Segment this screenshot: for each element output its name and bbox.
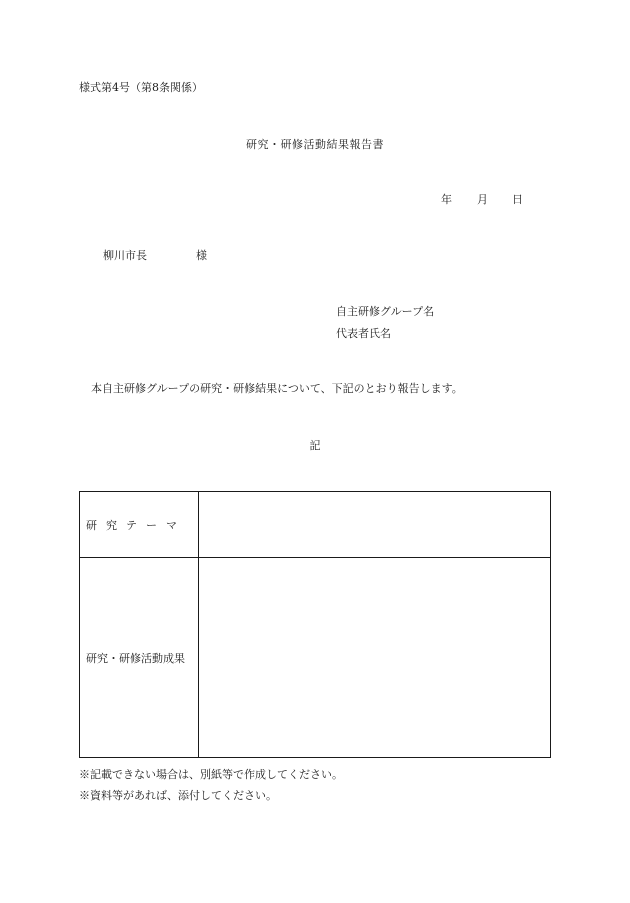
report-table: [79, 491, 551, 758]
note-item: ※資料等があれば、添付してください。: [79, 789, 277, 802]
date-year-label: 年: [441, 193, 452, 206]
results-value-cell[interactable]: [199, 558, 550, 757]
addressee-honorific: 様: [196, 249, 207, 262]
representative-name-label: 代表者氏名: [336, 327, 391, 340]
note-item: ※記載できない場合は、別紙等で作成してください。: [79, 768, 343, 781]
theme-label: 研究テーマ: [86, 518, 186, 532]
table-row-results: [80, 558, 550, 757]
document-title: 研究・研修活動結果報告書: [246, 138, 384, 151]
table-row-theme: [80, 492, 550, 558]
report-body-text: 本自主研修グループの研究・研修結果について、下記のとおり報告します。: [91, 382, 463, 395]
date-day-label: 日: [512, 193, 523, 206]
date-month-label: 月: [477, 193, 488, 206]
results-label: 研究・研修活動成果: [86, 651, 185, 665]
ki-heading: 記: [309, 439, 321, 452]
theme-value-cell[interactable]: [199, 492, 550, 557]
form-number: 様式第4号（第8条関係）: [79, 81, 203, 94]
addressee-name: 柳川市長: [103, 249, 147, 262]
theme-label-cell: [80, 492, 199, 557]
group-name-label: 自主研修グループ名: [336, 305, 435, 318]
results-label-cell: [80, 558, 199, 757]
